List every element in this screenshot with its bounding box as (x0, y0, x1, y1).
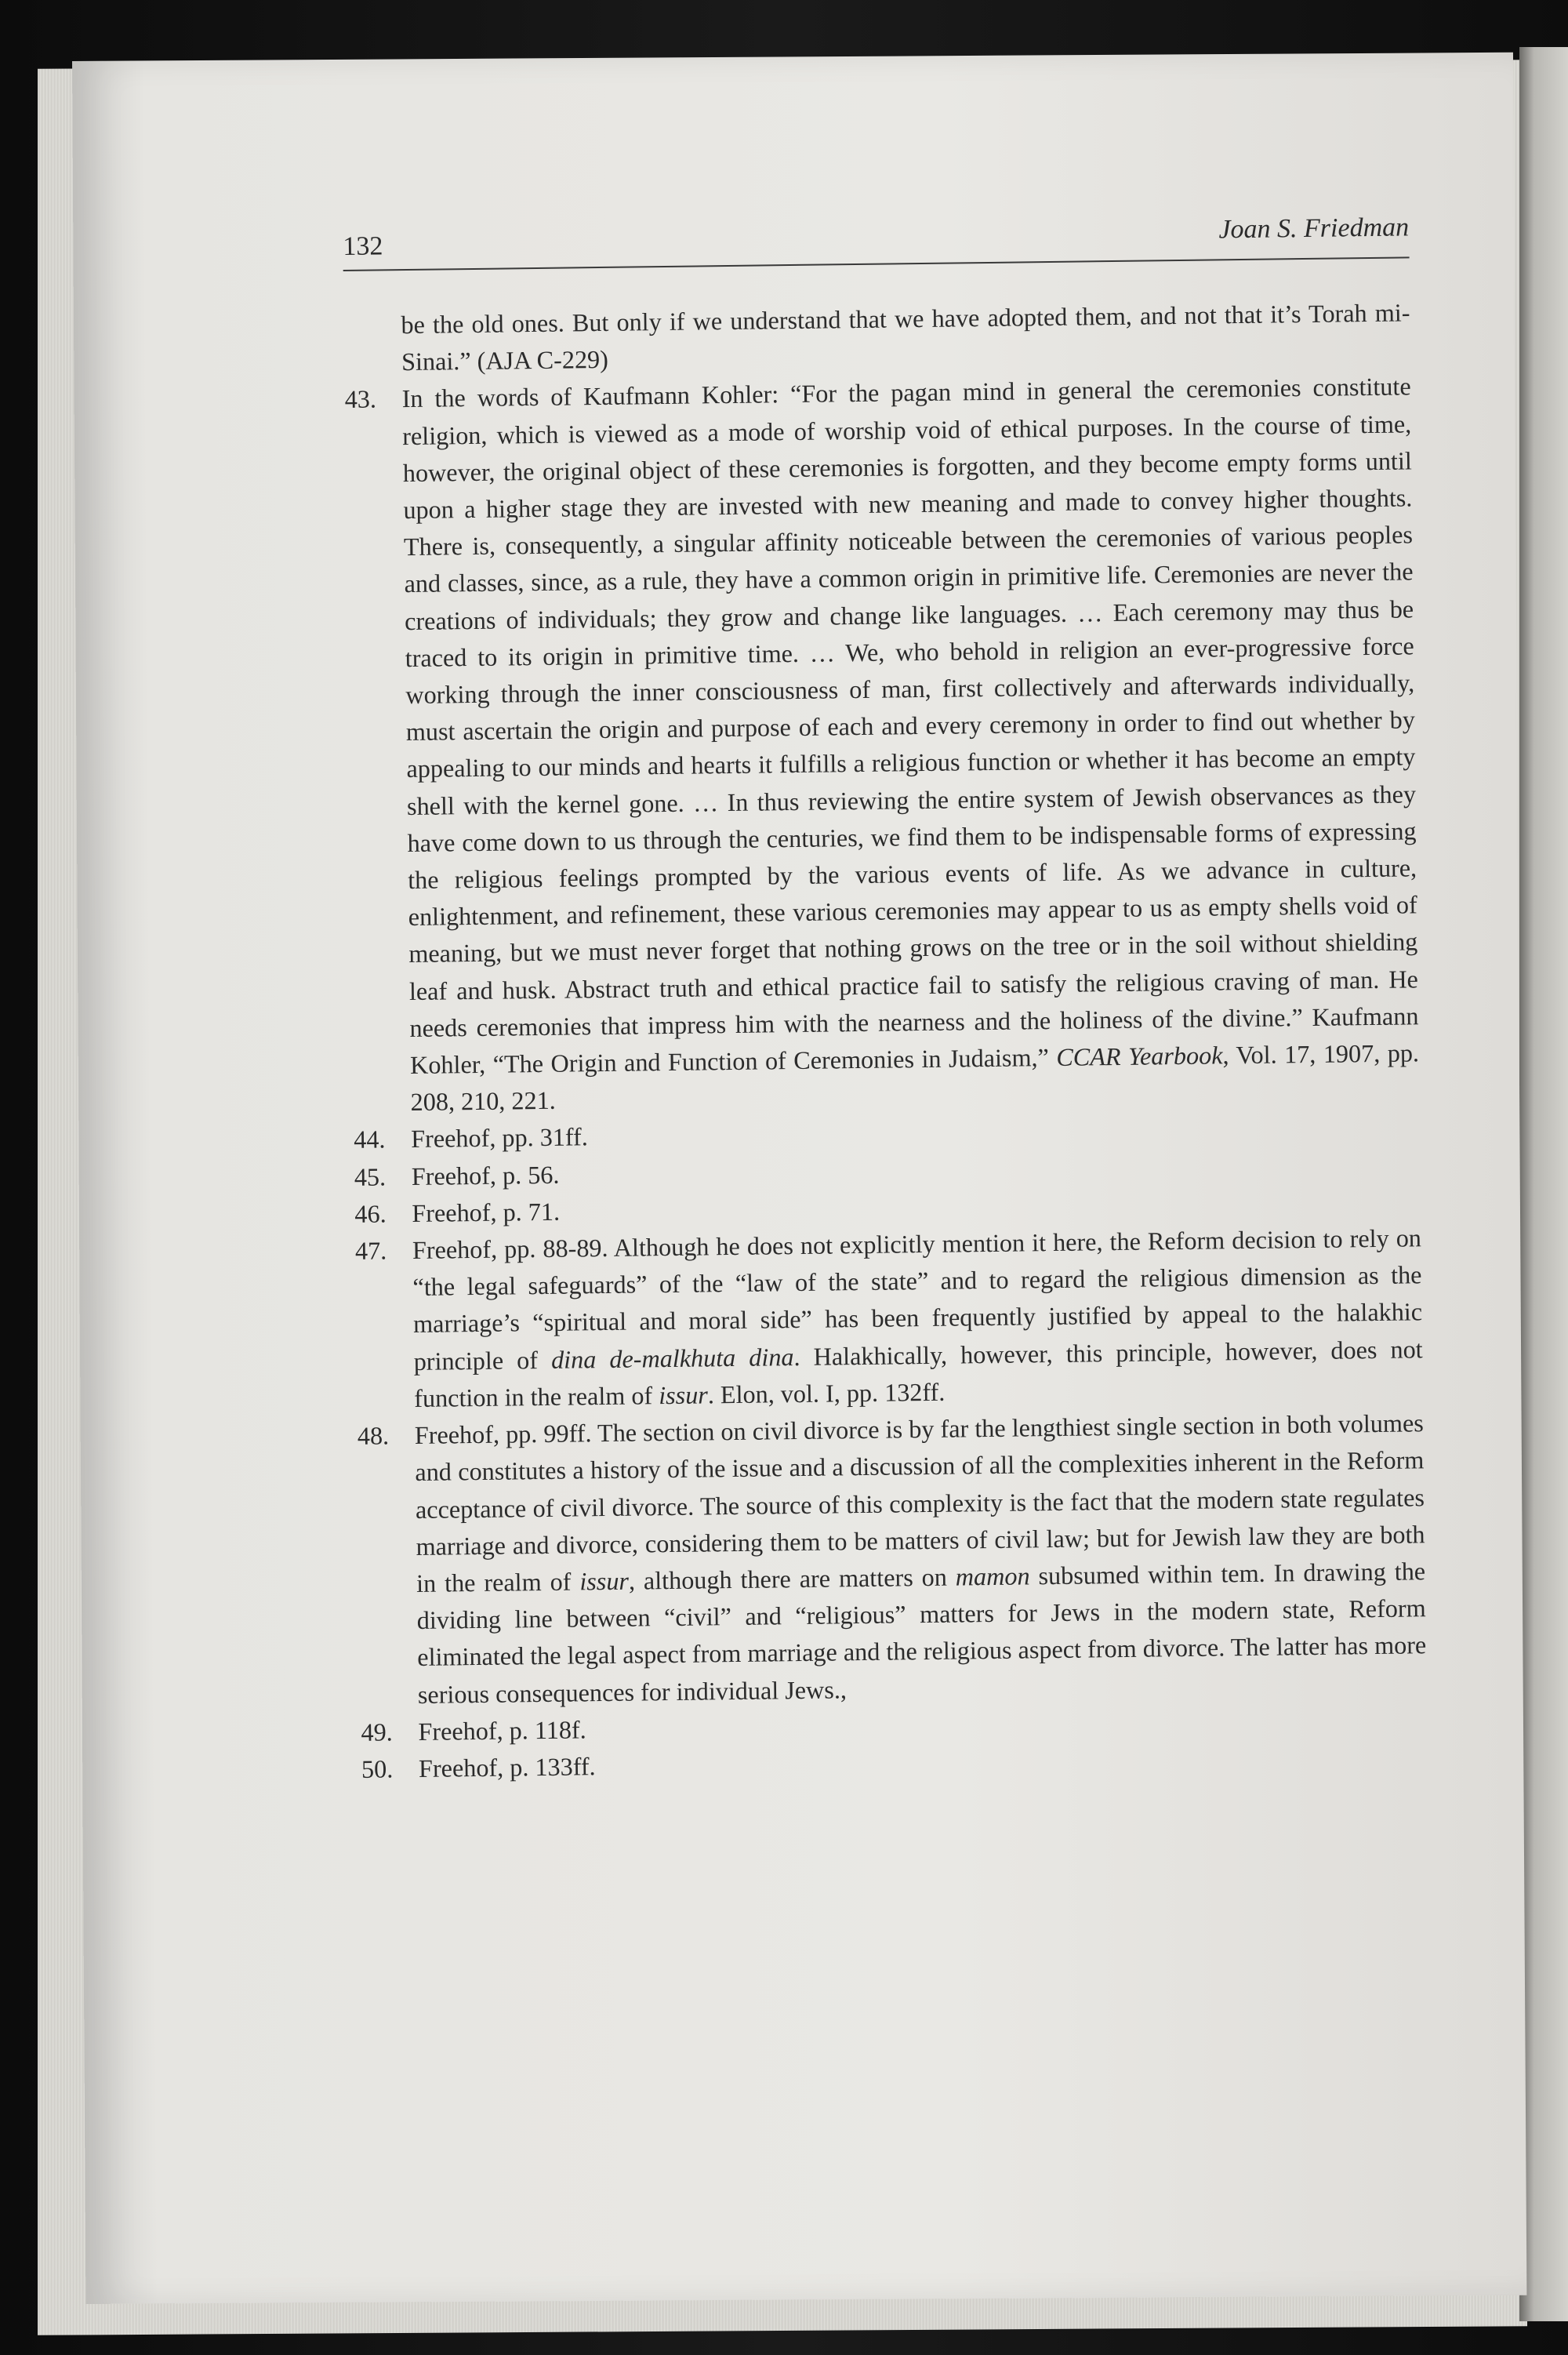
note-number: 44. (354, 1125, 386, 1154)
note-text-after: , Vol. 17, 1907, pp. 208, 210, 221. (410, 1038, 1420, 1117)
note-number: 49. (361, 1717, 393, 1746)
note-text-after: , although there are matters on (628, 1562, 948, 1595)
note-text: Freehof, p. 118f. (418, 1715, 586, 1746)
note-text: In the words of Kaufmann Kohler: “For the pagan mind in general the ceremonies constitute religion, which is viewed as a mode of worship void of ethical purposes. In the course of time, however, the original object of these ceremonies is forgotten, and they become empty forms until upon a higher stage they are invested with new meaning and made to convey higher thoughts. There is, consequently, a singular affinity noticeable between the ceremonies of various peoples and classes, since, as a rule, they have a common origin in primitive life. Ceremonies are never the creations of individuals; they grow and change like languages. … Each ceremony may thus be traced to its origin in primitive time. … We, who behold in religion an ever-progressive force working through the inner consciousness of man, first collectively and afterwards individually, must ascertain the origin and purpose of each and every ceremony in order to find out whether by appealing to our minds and hearts it fulfills a religious function or whether it has become an empty shell with the kernel gone. … In thus reviewing the entire system of Jewish observances as they have come down to us through the centuries, we find them to be indispensable forms of expressing the religious feelings prompted by the various events of life. As we advance in culture, enlightenment, and refinement, these various ceremonies may appear to us as empty shells void of meaning, but we must never forget that nothing grows on the tree or in the soil without shielding leaf and husk. Abstract truth and ethical practice fail to satisfy the religious craving of man. He needs ceremonies that impress him with the nearness and the holiness of the divine.” Kaufmann Kohler, “The Origin and Function of Ceremonies in Judaism,” (401, 372, 1419, 1080)
note-number: 43. (344, 384, 377, 414)
note-number: 46. (354, 1199, 387, 1228)
note-text: Freehof, p. 56. (411, 1160, 560, 1190)
note-number: 50. (361, 1754, 394, 1783)
note-italic: CCAR Yearbook (1056, 1041, 1223, 1072)
note-47 (355, 1219, 1424, 1418)
note-text: be the old ones. But only if we understand that we have adopted them, and not that it’s Torah mi-Sinai.” (AJA C-229) (401, 298, 1410, 376)
note-text-after-2: subsumed within tem. In drawing the dividing line between “civil” and “religious” matters for Jews in the modern state, Reform eliminated the legal aspect from marriage and the religious aspect from divorce. The latter has more serious consequences for individual Jews., (416, 1557, 1427, 1709)
note-number: 47. (354, 1236, 387, 1265)
running-head: Joan S. Friedman (1218, 213, 1410, 245)
note-continued (343, 294, 1410, 381)
note-text: Freehof, pp. 88-89. Although he does not explicitly mention it here, the Reform decision to rely on “the legal safeguards” of the “law of the state” and to regard the religious dimension as the marriage’s “spiritual and moral side” has been frequently justified by appeal to the halakhic principle of (412, 1223, 1423, 1376)
note-text: Freehof, pp. 99ff. The section on civil divorce is by far the lengthiest single section in both volumes and constitutes a history of the issue and a discussion of all the complexities inherent in the Reform acceptance of civil divorce. The source of this complexity is the fact that the modern state regulates marriage and divorce, considering them to be matters of civil law; but for Jewish law they are both in the realm of (414, 1408, 1425, 1597)
note-text: Freehof, p. 71. (412, 1197, 561, 1227)
notes-body (343, 294, 1428, 1788)
note-number: 48. (357, 1421, 390, 1450)
note-text: Freehof, pp. 31ff. (411, 1122, 589, 1154)
note-43 (344, 369, 1419, 1122)
note-text-after-2: . Elon, vol. I, pp. 132ff. (707, 1377, 946, 1409)
page-number: 132 (343, 231, 383, 261)
note-text-after: . Halakhically, however, this principle, however, does not function in the realm of (414, 1334, 1423, 1412)
note-48 (358, 1405, 1428, 1714)
page-content (343, 213, 1428, 1788)
note-italic-2: mamon (955, 1561, 1030, 1591)
note-number: 45. (354, 1162, 387, 1191)
note-text: Freehof, p. 133ff. (418, 1752, 596, 1783)
facing-page-edge (1519, 47, 1568, 2321)
note-italic: issur (579, 1566, 630, 1596)
note-italic: dina de-malkhuta dina (550, 1342, 794, 1374)
note-italic-2: issur (658, 1380, 709, 1410)
